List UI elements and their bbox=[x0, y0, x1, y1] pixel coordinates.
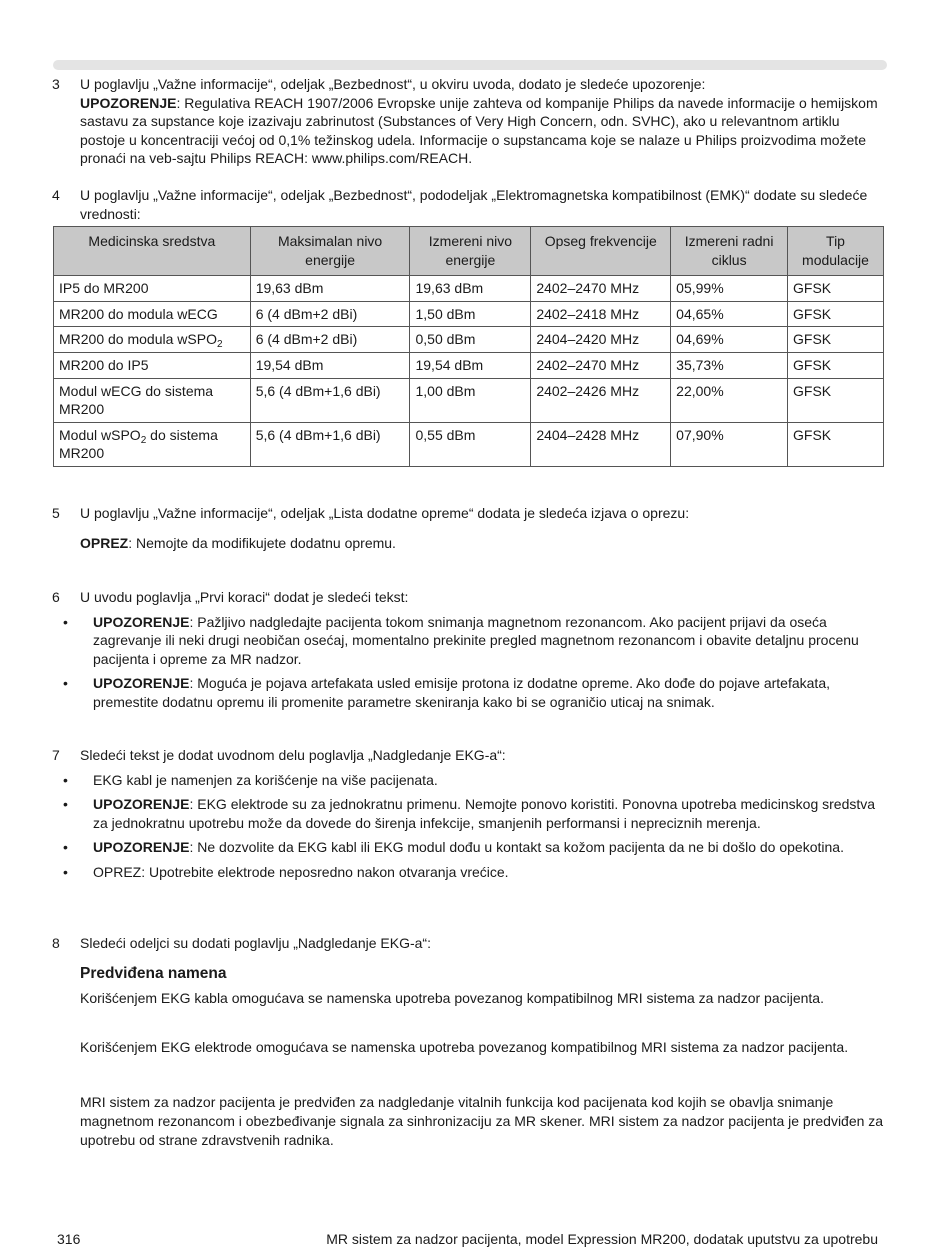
list-item bbox=[52, 838, 886, 857]
column-header: Maksimalan nivo energije bbox=[250, 227, 410, 276]
emc-table bbox=[53, 226, 884, 467]
item-number: 6 bbox=[52, 589, 60, 605]
page-number: 316 bbox=[57, 1231, 81, 1247]
warning-text: : Pažljivo nadgledajte pacijenta tokom snimanja magnetnom rezonancom. Ako pacijent prijavi da oseća zagrevanje ili neki drugi neobičan osećaj, momentalno prekinite pregled magnetnom rezonancom i obavite detaljnu procenu pacijenta i opreme za MR nadzor. bbox=[93, 613, 859, 667]
table-cell: 19,54 dBm bbox=[410, 352, 531, 378]
item-number: 5 bbox=[52, 505, 60, 521]
caution-text: : Nemojte da modifikujete dodatnu opremu. bbox=[128, 534, 396, 551]
item-number: 7 bbox=[52, 747, 60, 763]
bullet-list bbox=[52, 771, 886, 882]
bullet-icon: • bbox=[63, 796, 68, 813]
warning-label: UPOZORENJE bbox=[93, 796, 190, 813]
table-cell: MR200 do modula wECG bbox=[54, 301, 251, 327]
table-cell: 19,63 dBm bbox=[250, 276, 410, 302]
table-cell: Modul wECG do sistema MR200 bbox=[54, 378, 251, 422]
table-cell: 2402–2426 MHz bbox=[531, 378, 671, 422]
table-cell: GFSK bbox=[788, 276, 884, 302]
item-3 bbox=[52, 75, 886, 168]
table-cell: GFSK bbox=[788, 422, 884, 466]
warning-label: UPOZORENJE bbox=[93, 675, 190, 692]
table-cell: MR200 do IP5 bbox=[54, 352, 251, 378]
table-row bbox=[54, 352, 884, 378]
list-item-text: OPREZ: Upotrebite elektrode neposredno nakon otvaranja vrećice. bbox=[93, 863, 509, 880]
caution-paragraph bbox=[80, 534, 886, 553]
column-header: Izmereni radni ciklus bbox=[671, 227, 788, 276]
table-cell: 2404–2428 MHz bbox=[531, 422, 671, 466]
table-cell: 04,65% bbox=[671, 301, 788, 327]
section-heading: Predviđena namena bbox=[80, 964, 227, 982]
table-row bbox=[54, 378, 884, 422]
list-item-text: EKG kabl je namenjen za korišćenje na više pacijenata. bbox=[93, 771, 438, 788]
table-cell: 2402–2470 MHz bbox=[531, 276, 671, 302]
column-header: Izmereni nivo energije bbox=[410, 227, 531, 276]
footer-title: MR sistem za nadzor pacijenta, model Expression MR200, dodatak uputstvu za upotrebu bbox=[326, 1231, 878, 1247]
bullet-icon: • bbox=[63, 839, 68, 856]
table-cell: 0,50 dBm bbox=[410, 327, 531, 353]
item-intro: Sledeći odeljci su dodati poglavlju „Nadgledanje EKG-a“: bbox=[80, 935, 431, 951]
table-cell: 6 (4 dBm+2 dBi) bbox=[250, 301, 410, 327]
table-cell: 19,63 dBm bbox=[410, 276, 531, 302]
cell-text: MR200 do modula wSPO bbox=[59, 331, 217, 348]
warning-text: : Moguća je pojava artefakata usled emisije protona iz dodatne opreme. Ako dođe do pojave artefakata, premestite dodatnu opremu ili promenite parametre skeniranja kako bi se ograničio uticaj na snimak. bbox=[93, 675, 830, 710]
column-header: Medicinska sredstva bbox=[54, 227, 251, 276]
table-cell: 5,6 (4 dBm+1,6 dBi) bbox=[250, 422, 410, 466]
item-number: 4 bbox=[52, 187, 60, 203]
item-intro: U poglavlju „Važne informacije“, odeljak „Lista dodatne opreme“ dodata je sledeća izjava o oprezu: bbox=[80, 505, 690, 521]
table-cell: 6 (4 dBm+2 dBi) bbox=[250, 327, 410, 353]
caution-label: OPREZ bbox=[80, 534, 129, 551]
list-item bbox=[52, 863, 886, 882]
list-item bbox=[52, 674, 886, 711]
table-cell: 19,54 dBm bbox=[250, 352, 410, 378]
item-4 bbox=[52, 186, 886, 223]
top-divider-bar bbox=[53, 60, 887, 70]
paragraph: Korišćenjem EKG kabla omogućava se namenska upotreba povezanog kompatibilnog MRI sistema za nadzor pacijenta. bbox=[80, 990, 824, 1007]
item-8 bbox=[52, 934, 886, 1149]
warning-text: : Ne dozvolite da EKG kabl ili EKG modul dođu u kontakt sa kožom pacijenta da ne bi došlo do opekotina. bbox=[189, 839, 844, 856]
subscript: 2 bbox=[216, 339, 223, 351]
table-cell: 0,55 dBm bbox=[410, 422, 531, 466]
cell-text: do sistema MR200 bbox=[59, 426, 218, 462]
column-header: Opseg frekvencije bbox=[531, 227, 671, 276]
table-row bbox=[54, 422, 884, 466]
item-intro: U poglavlju „Važne informacije“, odeljak „Bezbednost“, u okviru uvoda, dodato je sledeće upozorenje: bbox=[80, 76, 706, 92]
item-5 bbox=[52, 504, 886, 552]
warning-label: UPOZORENJE bbox=[93, 839, 190, 856]
item-7 bbox=[52, 746, 886, 882]
item-intro: U poglavlju „Važne informacije“, odeljak „Bezbednost“, pododeljak „Elektromagnetska kompatibilnost (EMK)“ dodate su sledeće vrednosti: bbox=[80, 187, 868, 222]
table-row bbox=[54, 301, 884, 327]
table-cell: 22,00% bbox=[671, 378, 788, 422]
table-cell: GFSK bbox=[788, 301, 884, 327]
table-cell: GFSK bbox=[788, 352, 884, 378]
table-cell: 1,00 dBm bbox=[410, 378, 531, 422]
table-cell: GFSK bbox=[788, 327, 884, 353]
item-6 bbox=[52, 588, 886, 712]
table-cell: 2404–2420 MHz bbox=[531, 327, 671, 353]
list-item bbox=[52, 795, 886, 832]
item-intro: U uvodu poglavlja „Prvi koraci“ dodat je sledeći tekst: bbox=[80, 589, 409, 605]
warning-text: : Regulativa REACH 1907/2006 Evropske unije zahteva od kompanije Philips da navede informacije o hemijskom sastavu za supstance koje izazivaju zabrinutost (Substances of Very High Concern, odn. SVHC), ako u relevantnom artiklu postoje u koncentraciji većoj od 0,1% težinskog udela. Informacije o supstancama koje se nalaze u Philips proizvodima možete pronaći na veb-sajtu Philips REACH: www.philips.com/REACH. bbox=[80, 94, 878, 167]
list-item bbox=[52, 613, 886, 669]
table-cell bbox=[54, 422, 251, 466]
item-number: 3 bbox=[52, 76, 60, 92]
paragraph: Korišćenjem EKG elektrode omogućava se namenska upotreba povezanog kompatibilnog MRI sistema za nadzor pacijenta. bbox=[80, 1038, 849, 1055]
bullet-icon: • bbox=[63, 863, 68, 880]
table-cell: 2402–2470 MHz bbox=[531, 352, 671, 378]
subscript: 2 bbox=[140, 434, 147, 446]
table-cell: 1,50 dBm bbox=[410, 301, 531, 327]
bullet-icon: • bbox=[63, 613, 68, 630]
paragraph: MRI sistem za nadzor pacijenta je predviđen za nadgledanje vitalnih funkcija kod pacijenata kod kojih se obavlja snimanje magnetnom rezonancom i obezbeđivanje signala za sinhronizaciju za MR skener. MRI sistem za nadzor pacijenta je predviđen za upotrebu od strane zdravstvenih radnika. bbox=[80, 1094, 884, 1148]
bullet-icon: • bbox=[63, 771, 68, 788]
warning-text: : EKG elektrode su za jednokratnu primenu. Nemojte ponovo koristiti. Ponovna upotreba medicinskog sredstva za jednokratnu upotrebu može da dovede do širenja infekcije, smanjenih performansi i nepreciznih merenja. bbox=[93, 796, 876, 831]
item-number: 8 bbox=[52, 935, 60, 951]
table-cell: 07,90% bbox=[671, 422, 788, 466]
cell-text: Modul wSPO bbox=[59, 426, 141, 443]
column-header: Tip modulacije bbox=[788, 227, 884, 276]
table-cell bbox=[54, 327, 251, 353]
table-cell: GFSK bbox=[788, 378, 884, 422]
bullet-icon: • bbox=[63, 675, 68, 692]
table-row bbox=[54, 276, 884, 302]
bullet-list bbox=[52, 613, 886, 712]
table-cell: 2402–2418 MHz bbox=[531, 301, 671, 327]
table-cell: 04,69% bbox=[671, 327, 788, 353]
item-intro: Sledeći tekst je dodat uvodnom delu poglavlja „Nadgledanje EKG-a“: bbox=[80, 747, 506, 763]
warning-paragraph bbox=[80, 94, 886, 168]
warning-label: UPOZORENJE bbox=[80, 94, 177, 111]
table-cell: 35,73% bbox=[671, 352, 788, 378]
table-header-row bbox=[54, 227, 884, 276]
list-item bbox=[52, 771, 886, 790]
table-cell: 5,6 (4 dBm+1,6 dBi) bbox=[250, 378, 410, 422]
table-cell: IP5 do MR200 bbox=[54, 276, 251, 302]
table-row bbox=[54, 327, 884, 353]
warning-label: UPOZORENJE bbox=[93, 613, 190, 630]
table-cell: 05,99% bbox=[671, 276, 788, 302]
